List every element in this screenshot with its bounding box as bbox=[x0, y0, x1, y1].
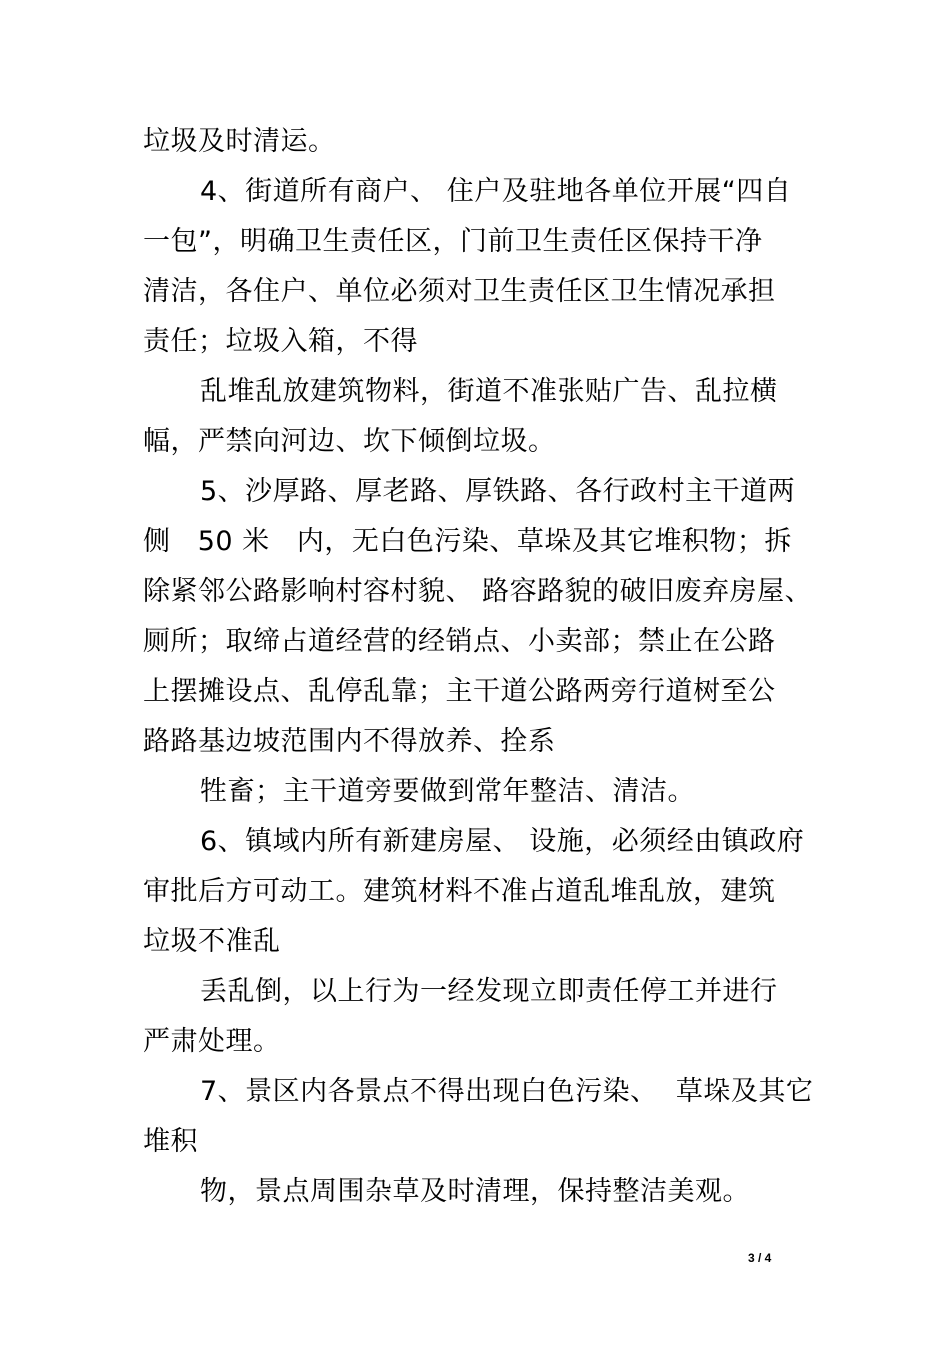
text-line: 责任；垃圾入箱，不得 bbox=[143, 326, 418, 357]
text-line: 侧 50 米 内，无白色污染、草垛及其它堆积物；拆 bbox=[143, 526, 792, 557]
text-line: 一包”，明确卫生责任区，门前卫生责任区保持干净 bbox=[143, 226, 763, 257]
text-line: 路路基边坡范围内不得放养、拴系 bbox=[143, 726, 556, 757]
text-line: 物，景点周围杂草及时清理，保持整洁美观。 bbox=[200, 1176, 750, 1207]
text-line: 严肃处理。 bbox=[143, 1026, 281, 1057]
text-line: 5、沙厚路、厚老路、厚铁路、各行政村主干道两 bbox=[200, 476, 796, 507]
text-line: 厕所；取缔占道经营的经销点、小卖部；禁止在公路 bbox=[143, 626, 776, 657]
text-line: 审批后方可动工。建筑材料不准占道乱堆乱放，建筑 bbox=[143, 876, 776, 907]
text-line: 丢乱倒，以上行为一经发现立即责任停工并进行 bbox=[200, 976, 778, 1007]
text-line: 除紧邻公路影响村容村貌、 路容路貌的破旧废弃房屋、 bbox=[143, 576, 813, 607]
text-line: 幅，严禁向河边、坎下倾倒垃圾。 bbox=[143, 426, 556, 457]
page-number: 3 / 4 bbox=[748, 1251, 772, 1265]
text-line: 4、街道所有商户、 住户及驻地各单位开展“四自 bbox=[200, 176, 792, 207]
text-line: 清洁，各住户、单位必须对卫生责任区卫生情况承担 bbox=[143, 276, 776, 307]
text-line: 垃圾及时清运。 bbox=[143, 126, 336, 157]
text-line: 6、镇域内所有新建房屋、 设施，必须经由镇政府 bbox=[200, 826, 805, 857]
text-line: 乱堆乱放建筑物料，街道不准张贴广告、乱拉横 bbox=[200, 376, 778, 407]
text-line: 垃圾不准乱 bbox=[143, 926, 281, 957]
text-line: 牲畜；主干道旁要做到常年整洁、清洁。 bbox=[200, 776, 695, 807]
text-line: 上摆摊设点、乱停乱靠；主干道公路两旁行道树至公 bbox=[143, 676, 776, 707]
text-line: 堆积 bbox=[143, 1126, 198, 1157]
text-line: 7、景区内各景点不得出现白色污染、 草垛及其它 bbox=[200, 1076, 814, 1107]
